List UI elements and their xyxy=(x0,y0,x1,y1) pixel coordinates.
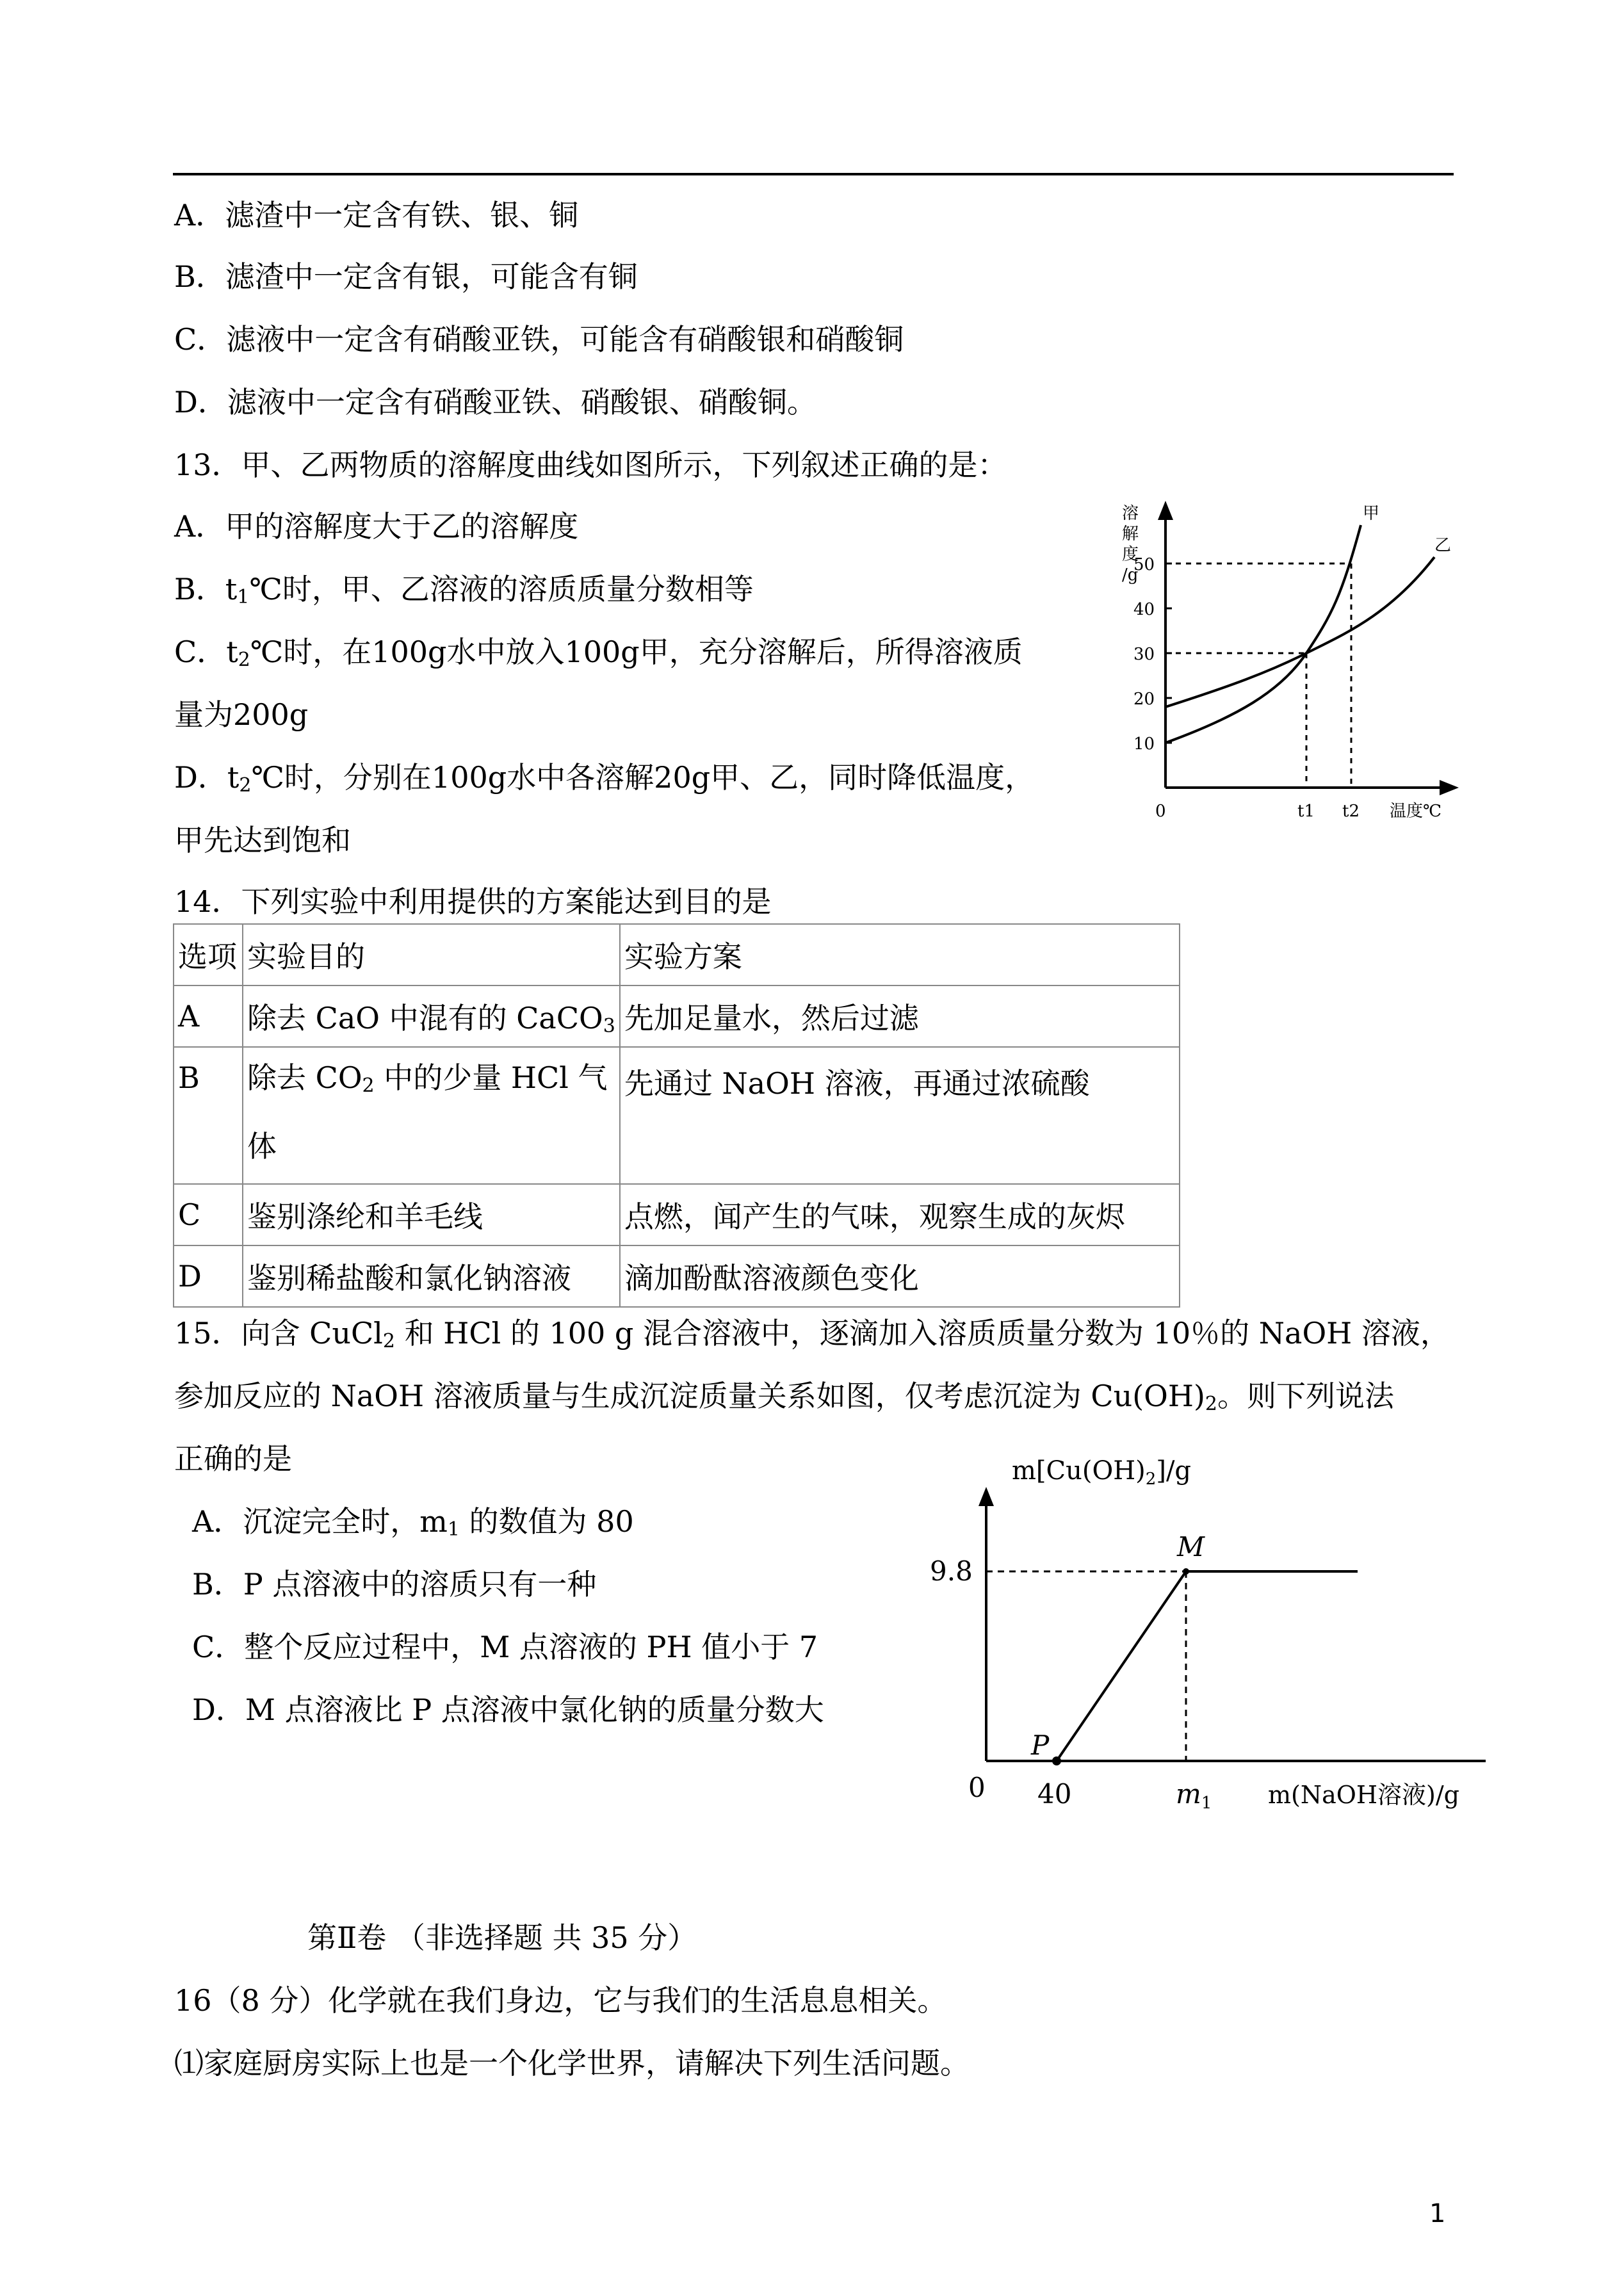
page-number: 1 xyxy=(1429,2199,1446,2228)
table-row xyxy=(174,1047,1180,1184)
table-row xyxy=(174,1245,1180,1307)
point-label-p: P xyxy=(1031,1730,1050,1761)
y-tick-label-20: 20 xyxy=(1133,690,1155,709)
q13-option-c: C．$t_2℃$时，在100g水中放入100g甲，充分溶解后，所得溶液质 xyxy=(174,635,1023,671)
q15-option-b: B．P 点溶液中的溶质只有一种 xyxy=(192,1567,597,1602)
y-tick-label-10: 10 xyxy=(1133,734,1155,754)
y-axis-label-2: 解 xyxy=(1122,524,1139,544)
x-tick-label-t2: t2 xyxy=(1342,802,1360,821)
series-label-yi: 乙 xyxy=(1434,536,1452,555)
q14-table xyxy=(173,923,1180,1308)
y-axis-label: 溶 xyxy=(1122,504,1139,523)
series-line xyxy=(1057,1571,1358,1761)
table-cell-option: A xyxy=(174,985,243,1047)
y-axis-label: $m[Cu(OH)_2]/g$ xyxy=(1012,1456,1192,1489)
table-header-cell: 选项 xyxy=(174,924,243,985)
table-header-cell: 实验方案 xyxy=(620,924,1180,985)
x-axis-label: 温度℃ xyxy=(1390,802,1442,821)
y-axis-label-3: 度 xyxy=(1122,545,1139,564)
x-tick-label-m1: m1 xyxy=(1176,1778,1212,1813)
q12-option-b: B．滤渣中一定含有银，可能含有铜 xyxy=(174,259,638,294)
series-jia-curve xyxy=(1165,525,1361,743)
table-cell-plan: 先加足量水，然后过滤 xyxy=(620,985,1180,1047)
q15-stem-line3: 正确的是 xyxy=(174,1441,292,1476)
table-cell-goal: 除去 $CO_2$ 中的少量 HCl 气体 xyxy=(243,1047,620,1184)
section-title: 第Ⅱ卷 （非选择题 共 35 分） xyxy=(307,1920,697,1955)
q15-option-d: D．M 点溶液比 P 点溶液中氯化钠的质量分数大 xyxy=(192,1692,824,1727)
q13-stem: 13．甲、乙两物质的溶解度曲线如图所示，下列叙述正确的是： xyxy=(174,448,1007,482)
q13-option-a: A．甲的溶解度大于乙的溶解度 xyxy=(174,509,579,544)
series-yi-curve xyxy=(1165,557,1434,707)
table-cell-goal: 鉴别涤纶和羊毛线 xyxy=(243,1184,620,1245)
q12-option-d: D．滤液中一定含有硝酸亚铁、硝酸银、硝酸铜。 xyxy=(174,385,816,419)
q13-option-d-cont: 甲先达到饱和 xyxy=(174,823,351,857)
table-header-cell: 实验目的 xyxy=(243,924,620,985)
table-cell-option: B xyxy=(174,1047,243,1184)
y-tick-label-50: 50 xyxy=(1133,555,1155,574)
q15-option-c: C．整个反应过程中，M 点溶液的 PH 值小于 7 xyxy=(192,1630,818,1664)
solubility-chart xyxy=(1089,487,1486,845)
table-cell-option: C xyxy=(174,1184,243,1245)
q16-stem: 16（8 分）化学就在我们身边，它与我们的生活息息相关。 xyxy=(174,1983,947,2018)
q13-option-b: B．$t_1℃$时，甲、乙溶液的溶质质量分数相等 xyxy=(174,572,754,608)
y-axis-arrow xyxy=(1158,501,1173,520)
q13-option-c-cont: 量为200g xyxy=(174,697,309,732)
table-header-row xyxy=(174,924,1180,985)
table-cell-plan: 先通过 NaOH 溶液，再通过浓硫酸 xyxy=(620,1047,1180,1184)
q16-part1: ⑴家庭厨房实际上也是一个化学世界，请解决下列生活问题。 xyxy=(174,2046,970,2080)
q12-option-c: C．滤液中一定含有硝酸亚铁，可能含有硝酸银和硝酸铜 xyxy=(174,322,904,357)
q15-stem-line1: 15．向含 CuCl$_2$ 和 HCl 的 100 g 混合溶液中，逐滴加入溶质质量分数为 10％的 NaOH 溶液， xyxy=(174,1316,1450,1352)
point-p xyxy=(1052,1756,1061,1765)
q12-option-a: A．滤渣中一定含有铁、银、铜 xyxy=(174,198,579,232)
q15-option-a: A．沉淀完全时，$m_1$ 的数值为 80 xyxy=(192,1504,634,1541)
x-axis-label: m(NaOH溶液)/g xyxy=(1268,1781,1460,1809)
y-tick-label-9-8: 9.8 xyxy=(930,1555,973,1587)
table-cell-plan: 滴加酚酞溶液颜色变化 xyxy=(620,1245,1180,1307)
q14-stem: 14．下列实验中利用提供的方案能达到目的是 xyxy=(174,884,772,919)
table-cell-option: D xyxy=(174,1245,243,1307)
table-row xyxy=(174,1184,1180,1245)
y-tick-label-40: 40 xyxy=(1133,600,1155,619)
table-cell-goal: 除去 CaO 中混有的 CaCO$_3$ xyxy=(243,985,620,1047)
table-row xyxy=(174,985,1180,1047)
y-axis-arrow xyxy=(978,1487,994,1506)
y-axis-label-4: /g xyxy=(1122,565,1139,585)
series-label-jia: 甲 xyxy=(1363,504,1380,523)
q15-stem-line2: 参加反应的 NaOH 溶液质量与生成沉淀质量关系如图，仅考虑沉淀为 $Cu(OH)_2$。则下列说法 xyxy=(174,1379,1395,1415)
header-rule xyxy=(173,173,1454,175)
point-m xyxy=(1183,1568,1189,1575)
origin-label: 0 xyxy=(968,1772,986,1803)
q13-option-d: D．$t_2℃$时，分别在100g水中各溶解20g甲、乙，同时降低温度， xyxy=(174,760,1035,797)
x-axis-arrow xyxy=(1440,780,1459,795)
table-cell-goal: 鉴别稀盐酸和氯化钠溶液 xyxy=(243,1245,620,1307)
table-cell-plan: 点燃，闻产生的气味，观察生成的灰烬 xyxy=(620,1184,1180,1245)
x-tick-label-40: 40 xyxy=(1037,1778,1072,1810)
y-tick-label-30: 30 xyxy=(1133,645,1155,664)
point-label-m: M xyxy=(1177,1531,1205,1562)
origin-label: 0 xyxy=(1155,802,1166,821)
precipitate-chart xyxy=(909,1441,1498,1838)
x-tick-label-t1: t1 xyxy=(1297,802,1315,821)
